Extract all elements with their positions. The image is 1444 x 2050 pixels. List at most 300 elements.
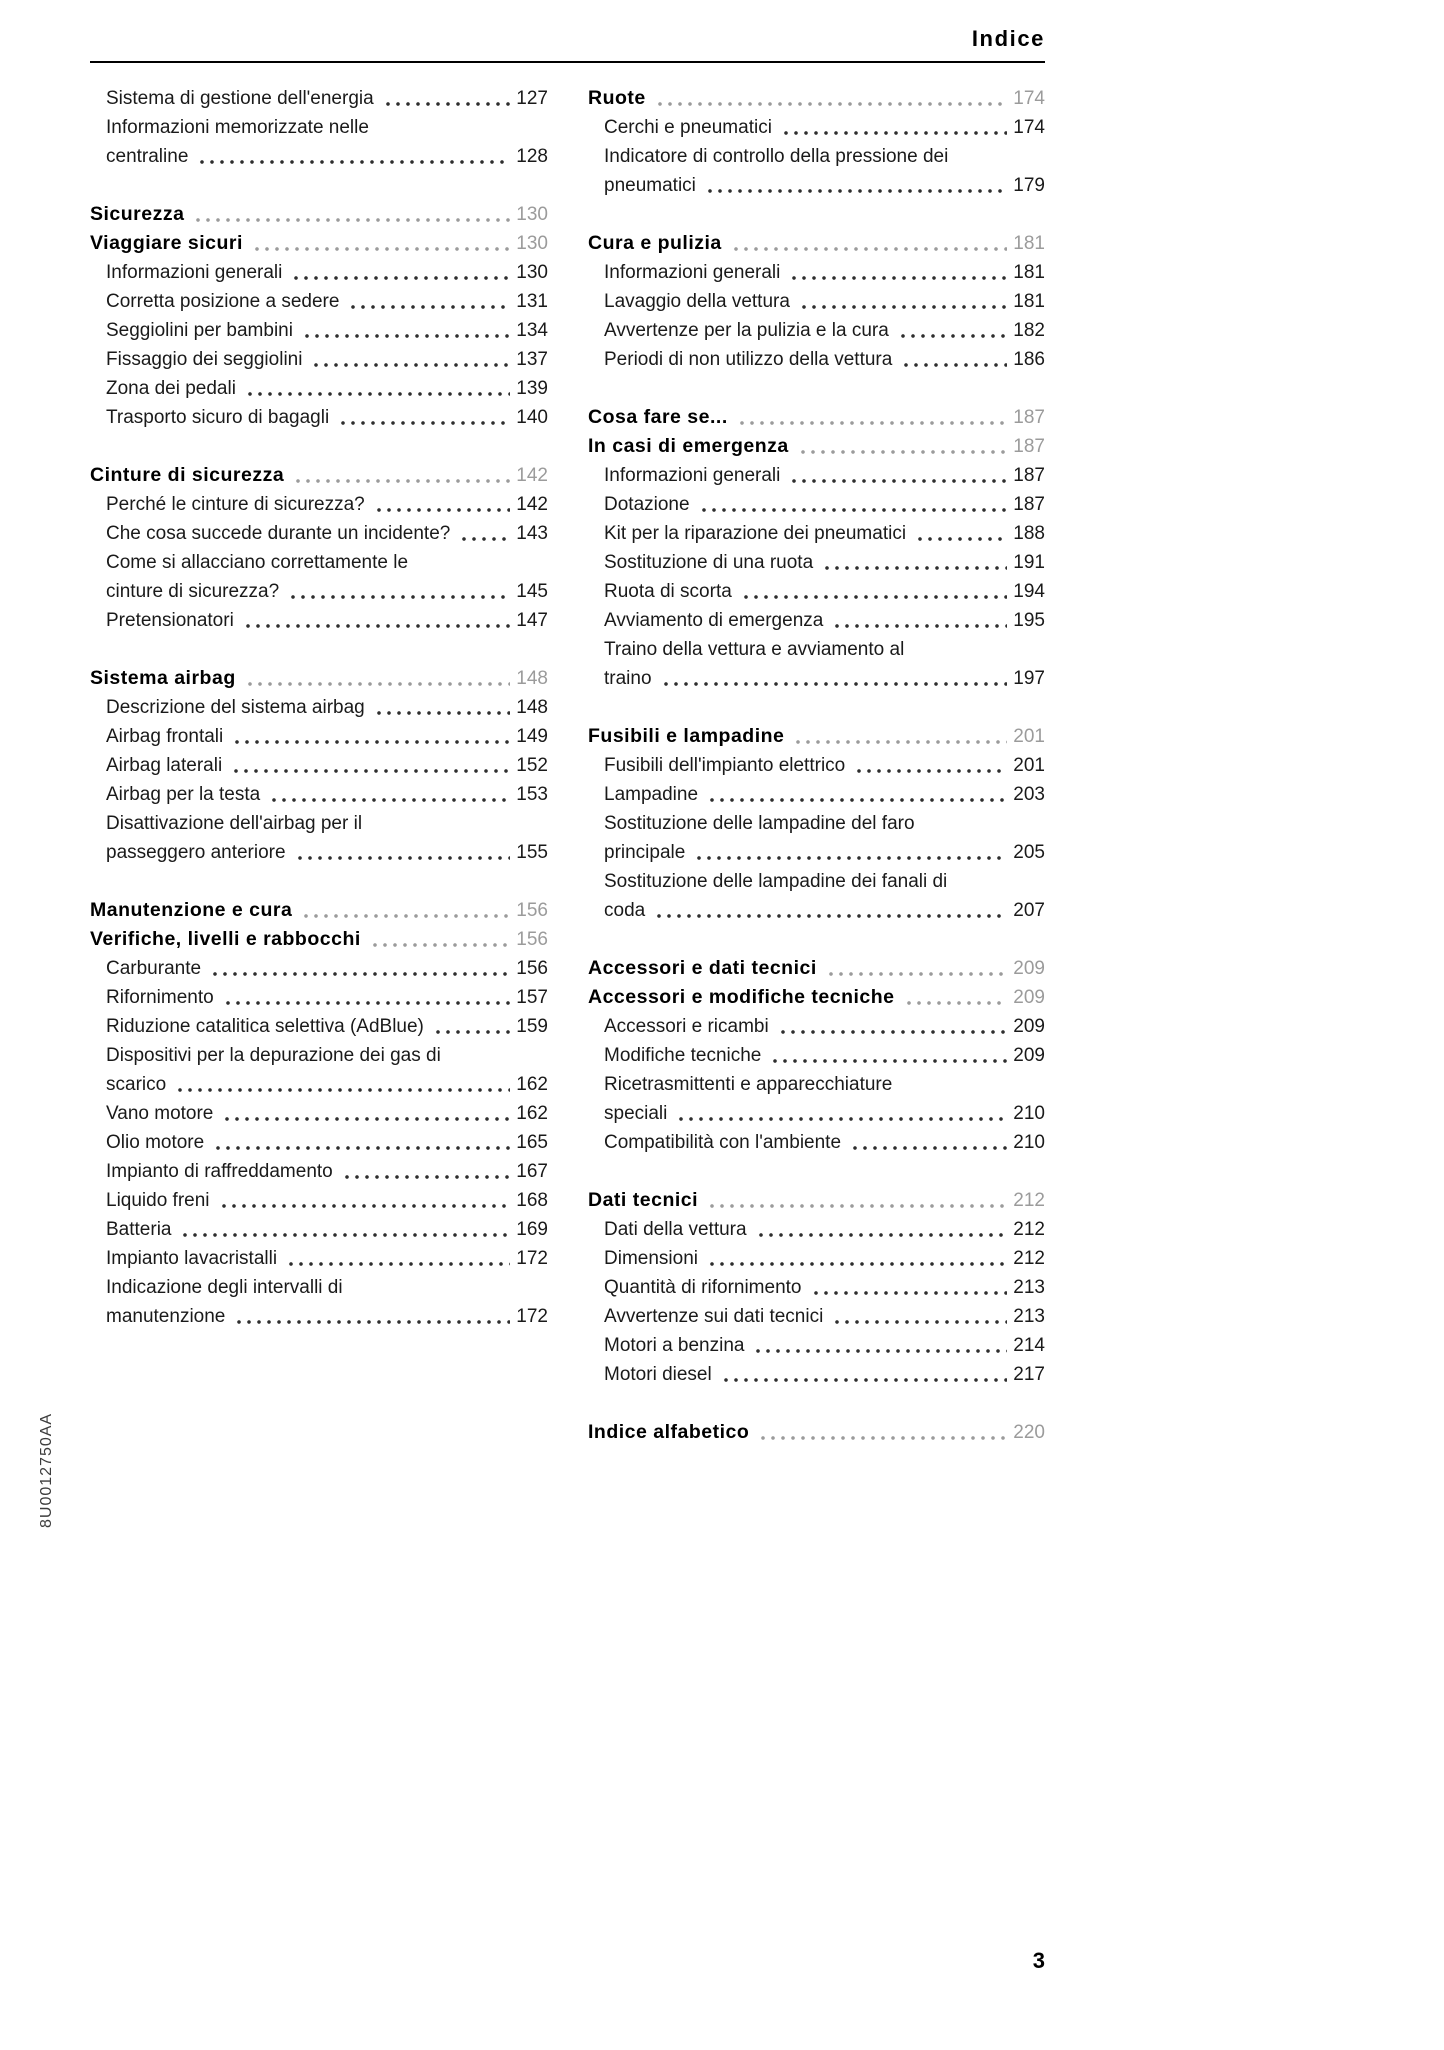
toc-item-entry (588, 1244, 1045, 1273)
toc-page-number: 148 (516, 697, 548, 718)
toc-page-number: 209 (1013, 1016, 1045, 1037)
toc-page-number: 153 (516, 784, 548, 805)
toc-page-number: 210 (1013, 1132, 1045, 1153)
toc-page-number: 212 (1013, 1190, 1045, 1211)
toc-chapter-entry (588, 84, 1045, 113)
toc-leader-dots (220, 1099, 510, 1128)
toc-page-number: 130 (516, 262, 548, 283)
toc-page-number: 142 (516, 465, 548, 486)
toc-item-entry (90, 403, 548, 432)
toc-columns (90, 84, 1045, 1447)
toc-chapter-entry (588, 432, 1045, 461)
toc-leader-dots (300, 316, 510, 345)
toc-page-number: 168 (516, 1190, 548, 1211)
toc-leader-dots (787, 258, 1007, 287)
toc-entry-label: Accessori e dati tecnici (588, 957, 817, 979)
toc-entry-label: Sostituzione delle lampadine del faro (604, 813, 915, 834)
toc-item-entry (588, 838, 1045, 867)
toc-item-entry (90, 838, 548, 867)
toc-leader-dots (211, 1128, 510, 1157)
toc-entry-label: Perché le cinture di sicurezza? (106, 494, 365, 515)
toc-item-entry (90, 113, 548, 142)
toc-entry-label: Cosa fare se... (588, 406, 728, 428)
toc-item-entry (588, 490, 1045, 519)
toc-entry-label: pneumatici (604, 175, 696, 196)
toc-leader-dots (756, 1418, 1007, 1447)
toc-leader-dots (796, 432, 1007, 461)
toc-page-number: 157 (516, 987, 548, 1008)
toc-leader-dots (229, 751, 510, 780)
toc-leader-dots (230, 722, 510, 751)
toc-leader-dots (309, 345, 510, 374)
toc-leader-dots (241, 606, 510, 635)
toc-page-number: 143 (516, 523, 548, 544)
toc-item-entry (90, 606, 548, 635)
toc-leader-dots (173, 1070, 510, 1099)
toc-item-entry (588, 345, 1045, 374)
toc-entry-label: Sistema airbag (90, 667, 236, 689)
toc-page-number: 197 (1013, 668, 1045, 689)
toc-entry-label: Impianto di raffreddamento (106, 1161, 333, 1182)
document-code: 8U0012750AA (38, 1412, 55, 1528)
toc-entry-label: Informazioni generali (106, 262, 283, 283)
toc-page-number: 212 (1013, 1219, 1045, 1240)
toc-entry-label: Avviamento di emergenza (604, 610, 824, 631)
toc-page-number: 130 (516, 204, 548, 225)
toc-entry-label: Lavaggio della vettura (604, 291, 790, 312)
toc-entry-label: In casi di emergenza (588, 435, 789, 457)
toc-leader-dots (293, 838, 510, 867)
toc-entry-label: Fusibili e lampadine (588, 725, 785, 747)
page-title: Indice (971, 26, 1045, 51)
toc-chapter-entry (90, 461, 548, 490)
toc-gap (90, 432, 548, 461)
toc-leader-dots (221, 983, 510, 1012)
toc-leader-dots (286, 577, 510, 606)
toc-leader-dots (705, 1186, 1007, 1215)
toc-item-entry (90, 258, 548, 287)
toc-entry-label: Come si allacciano correttamente le (106, 552, 409, 573)
toc-page-number: 174 (1013, 117, 1045, 138)
toc-leader-dots (372, 490, 510, 519)
page-number: 3 (1032, 1948, 1045, 1973)
toc-page-number: 139 (516, 378, 548, 399)
toc-item-entry (588, 809, 1045, 838)
toc-entry-label: Riduzione catalitica selettiva (AdBlue) (106, 1016, 424, 1037)
toc-entry-label: Corretta posizione a sedere (106, 291, 340, 312)
toc-entry-label: Olio motore (106, 1132, 205, 1153)
toc-page-number: 195 (1013, 610, 1045, 631)
toc-entry-label: Rifornimento (106, 987, 214, 1008)
toc-leader-dots (284, 1244, 510, 1273)
toc-leader-dots (852, 751, 1007, 780)
toc-leader-dots (751, 1331, 1007, 1360)
toc-entry-label: Che cosa succede durante un incidente? (106, 523, 451, 544)
header-rule (90, 61, 1045, 63)
toc-page-number: 159 (516, 1016, 548, 1037)
toc-page-number: 145 (516, 581, 548, 602)
toc-page-number: 187 (1013, 494, 1045, 515)
toc-page-number: 217 (1013, 1364, 1045, 1385)
toc-item-entry (90, 751, 548, 780)
toc-item-entry (90, 1244, 548, 1273)
toc-leader-dots (768, 1041, 1007, 1070)
toc-leader-dots (899, 345, 1007, 374)
toc-gap (588, 374, 1045, 403)
toc-column-right (588, 84, 1045, 1447)
toc-item-entry (90, 316, 548, 345)
toc-chapter-entry (90, 896, 548, 925)
toc-leader-dots (368, 925, 510, 954)
toc-item-entry (588, 1331, 1045, 1360)
toc-item-entry (90, 548, 548, 577)
toc-page-number: 131 (516, 291, 548, 312)
toc-entry-label: Ruota di scorta (604, 581, 732, 602)
toc-gap (588, 925, 1045, 954)
toc-page-number: 213 (1013, 1306, 1045, 1327)
toc-page-number: 187 (1013, 436, 1045, 457)
toc-entry-label: Viaggiare sicuri (90, 232, 243, 254)
toc-entry-label: Quantità di rifornimento (604, 1277, 802, 1298)
toc-leader-dots (791, 722, 1007, 751)
toc-item-entry (90, 780, 548, 809)
toc-leader-dots (896, 316, 1007, 345)
toc-leader-dots (754, 1215, 1007, 1244)
toc-item-entry (90, 1302, 548, 1331)
toc-entry-label: Traino della vettura e avviamento al (604, 639, 905, 660)
toc-item-entry (90, 1099, 548, 1128)
toc-item-entry (90, 490, 548, 519)
toc-page-number: 172 (516, 1306, 548, 1327)
toc-item-entry (588, 577, 1045, 606)
toc-item-entry (588, 1070, 1045, 1099)
toc-item-entry (90, 142, 548, 171)
toc-entry-label: Fusibili dell'impianto elettrico (604, 755, 846, 776)
toc-entry-label: Indicazione degli intervalli di (106, 1277, 343, 1298)
toc-entry-label: Dotazione (604, 494, 690, 515)
toc-leader-dots (232, 1302, 510, 1331)
toc-item-entry (588, 606, 1045, 635)
toc-entry-label: Accessori e ricambi (604, 1016, 769, 1037)
toc-item-entry (588, 780, 1045, 809)
toc-chapter-entry (90, 664, 548, 693)
toc-page-number: 148 (516, 668, 548, 689)
toc-item-entry (588, 258, 1045, 287)
toc-entry-label: centraline (106, 146, 189, 167)
toc-item-entry (90, 954, 548, 983)
toc-page-number: 127 (516, 88, 548, 109)
toc-chapter-entry (588, 1418, 1045, 1447)
toc-entry-label: Lampadine (604, 784, 699, 805)
toc-leader-dots (340, 1157, 510, 1186)
toc-item-entry (588, 113, 1045, 142)
toc-item-entry (588, 461, 1045, 490)
toc-page-number: 142 (516, 494, 548, 515)
toc-entry-label: Informazioni memorizzate nelle (106, 117, 369, 138)
toc-entry-label: Dati tecnici (588, 1189, 699, 1211)
toc-entry-label: Trasporto sicuro di bagagli (106, 407, 330, 428)
toc-page-number: 210 (1013, 1103, 1045, 1124)
toc-page-number: 181 (1013, 233, 1045, 254)
toc-entry-label: scarico (106, 1074, 167, 1095)
toc-leader-dots (719, 1360, 1007, 1389)
toc-page-number: 203 (1013, 784, 1045, 805)
toc-leader-dots (824, 954, 1007, 983)
toc-entry-label: speciali (604, 1103, 668, 1124)
toc-entry-label: Avvertenze sui dati tecnici (604, 1306, 824, 1327)
toc-item-entry (90, 693, 548, 722)
toc-leader-dots (652, 896, 1007, 925)
toc-page-number: 130 (516, 233, 548, 254)
toc-gap (90, 171, 548, 200)
toc-item-entry (90, 1070, 548, 1099)
toc-page-number: 156 (516, 929, 548, 950)
toc-page-number: 187 (1013, 407, 1045, 428)
toc-item-entry (90, 722, 548, 751)
toc-leader-dots (913, 519, 1007, 548)
toc-item-entry (90, 983, 548, 1012)
toc-leader-dots (178, 1215, 510, 1244)
toc-item-entry (90, 1273, 548, 1302)
toc-page-number: 155 (516, 842, 548, 863)
toc-chapter-entry (90, 925, 548, 954)
toc-entry-label: Kit per la riparazione dei pneumatici (604, 523, 907, 544)
toc-leader-dots (291, 461, 510, 490)
toc-item-entry (90, 809, 548, 838)
toc-gap (90, 635, 548, 664)
toc-entry-label: Disattivazione dell'airbag per il (106, 813, 363, 834)
toc-page-number: 201 (1013, 755, 1045, 776)
toc-item-entry (588, 1012, 1045, 1041)
toc-leader-dots (739, 577, 1007, 606)
toc-page-number: 205 (1013, 842, 1045, 863)
toc-leader-dots (243, 374, 510, 403)
toc-page-number: 194 (1013, 581, 1045, 602)
toc-page-number: 209 (1013, 1045, 1045, 1066)
toc-leader-dots (457, 519, 510, 548)
toc-entry-label: Zona dei pedali (106, 378, 236, 399)
toc-item-entry (90, 1157, 548, 1186)
toc-leader-dots (705, 780, 1007, 809)
toc-page-number: 179 (1013, 175, 1045, 196)
toc-entry-label: Periodi di non utilizzo della vettura (604, 349, 893, 370)
toc-entry-label: cinture di sicurezza? (106, 581, 280, 602)
toc-entry-label: Accessori e modifiche tecniche (588, 986, 895, 1008)
toc-page-number: 181 (1013, 262, 1045, 283)
toc-chapter-entry (588, 403, 1045, 432)
toc-leader-dots (195, 142, 510, 171)
toc-leader-dots (776, 1012, 1007, 1041)
toc-leader-dots (208, 954, 510, 983)
toc-item-entry (588, 867, 1045, 896)
toc-item-entry (90, 84, 548, 113)
toc-page-number: 152 (516, 755, 548, 776)
toc-page-number: 209 (1013, 958, 1045, 979)
toc-leader-dots (735, 403, 1007, 432)
toc-item-entry (90, 1012, 548, 1041)
toc-entry-label: Indicatore di controllo della pressione dei (604, 146, 949, 167)
toc-leader-dots (346, 287, 510, 316)
toc-chapter-entry (588, 229, 1045, 258)
toc-entry-label: Liquido freni (106, 1190, 210, 1211)
toc-page-number: 186 (1013, 349, 1045, 370)
toc-item-entry (588, 548, 1045, 577)
toc-leader-dots (243, 664, 510, 693)
toc-leader-dots (797, 287, 1007, 316)
toc-item-entry (588, 287, 1045, 316)
toc-leader-dots (659, 664, 1007, 693)
toc-leader-dots (830, 606, 1007, 635)
toc-page-number: 182 (1013, 320, 1045, 341)
toc-entry-label: Batteria (106, 1219, 172, 1240)
toc-entry-label: Avvertenze per la pulizia e la cura (604, 320, 889, 341)
toc-entry-label: Sostituzione delle lampadine dei fanali di (604, 871, 948, 892)
toc-item-entry (588, 316, 1045, 345)
toc-chapter-entry (588, 722, 1045, 751)
toc-page-number: 156 (516, 958, 548, 979)
toc-entry-label: Descrizione del sistema airbag (106, 697, 365, 718)
toc-leader-dots (381, 84, 510, 113)
toc-item-entry (588, 1302, 1045, 1331)
toc-entry-label: Informazioni generali (604, 465, 781, 486)
toc-item-entry (588, 1273, 1045, 1302)
toc-item-entry (90, 1128, 548, 1157)
toc-page-number: 140 (516, 407, 548, 428)
toc-entry-label: Modifiche tecniche (604, 1045, 762, 1066)
toc-page-number: 201 (1013, 726, 1045, 747)
toc-entry-label: Cura e pulizia (588, 232, 722, 254)
toc-leader-dots (191, 200, 510, 229)
toc-leader-dots (787, 461, 1007, 490)
toc-leader-dots (729, 229, 1007, 258)
toc-entry-label: Airbag laterali (106, 755, 223, 776)
toc-leader-dots (372, 693, 510, 722)
toc-page-number: 209 (1013, 987, 1045, 1008)
toc-leader-dots (336, 403, 510, 432)
toc-entry-label: Informazioni generali (604, 262, 781, 283)
toc-gap (588, 693, 1045, 722)
toc-chapter-entry (90, 200, 548, 229)
toc-leader-dots (779, 113, 1007, 142)
toc-item-entry (588, 519, 1045, 548)
toc-entry-label: Sicurezza (90, 203, 185, 225)
toc-chapter-entry (588, 954, 1045, 983)
toc-page-number: 162 (516, 1074, 548, 1095)
toc-entry-label: Sostituzione di una ruota (604, 552, 814, 573)
toc-entry-label: Airbag per la testa (106, 784, 261, 805)
toc-entry-label: Motori a benzina (604, 1335, 745, 1356)
toc-leader-dots (431, 1012, 510, 1041)
toc-item-entry (588, 751, 1045, 780)
toc-entry-label: Pretensionatori (106, 610, 234, 631)
toc-entry-label: Sistema di gestione dell'energia (106, 88, 374, 109)
toc-leader-dots (250, 229, 510, 258)
toc-leader-dots (697, 490, 1007, 519)
toc-page-number: 128 (516, 146, 548, 167)
toc-entry-label: coda (604, 900, 646, 921)
toc-leader-dots (703, 171, 1007, 200)
toc-page-number: 147 (516, 610, 548, 631)
toc-gap (588, 1157, 1045, 1186)
toc-page-number: 220 (1013, 1422, 1045, 1443)
toc-leader-dots (809, 1273, 1008, 1302)
toc-entry-label: Vano motore (106, 1103, 214, 1124)
toc-leader-dots (830, 1302, 1007, 1331)
toc-item-entry (90, 1186, 548, 1215)
toc-entry-label: Indice alfabetico (588, 1421, 750, 1443)
toc-entry-label: Impianto lavacristalli (106, 1248, 278, 1269)
toc-page-number: 137 (516, 349, 548, 370)
toc-page-number: 212 (1013, 1248, 1045, 1269)
toc-item-entry (588, 171, 1045, 200)
toc-item-entry (588, 664, 1045, 693)
toc-page-number: 165 (516, 1132, 548, 1153)
toc-entry-label: Compatibilità con l'ambiente (604, 1132, 842, 1153)
toc-chapter-entry (588, 983, 1045, 1012)
toc-leader-dots (848, 1128, 1007, 1157)
toc-chapter-entry (90, 229, 548, 258)
toc-page-number: 187 (1013, 465, 1045, 486)
toc-entry-label: Cerchi e pneumatici (604, 117, 772, 138)
toc-page-number: 149 (516, 726, 548, 747)
toc-entry-label: traino (604, 668, 652, 689)
toc-leader-dots (217, 1186, 510, 1215)
toc-entry-label: Dati della vettura (604, 1219, 747, 1240)
toc-entry-label: Seggiolini per bambini (106, 320, 293, 341)
toc-page-number: 162 (516, 1103, 548, 1124)
toc-gap (588, 200, 1045, 229)
toc-entry-label: passeggero anteriore (106, 842, 286, 863)
toc-gap (588, 1389, 1045, 1418)
toc-entry-label: Ruote (588, 87, 646, 109)
toc-entry-label: Airbag frontali (106, 726, 224, 747)
toc-leader-dots (902, 983, 1007, 1012)
toc-page-number: 174 (1013, 88, 1045, 109)
toc-item-entry (90, 374, 548, 403)
toc-entry-label: Manutenzione e cura (90, 899, 293, 921)
toc-item-entry (90, 1215, 548, 1244)
toc-page-number: 134 (516, 320, 548, 341)
toc-entry-label: Cinture di sicurezza (90, 464, 285, 486)
toc-item-entry (90, 577, 548, 606)
toc-entry-label: Carburante (106, 958, 202, 979)
toc-leader-dots (820, 548, 1007, 577)
toc-item-entry (90, 1041, 548, 1070)
toc-page-number: 191 (1013, 552, 1045, 573)
toc-page-number: 167 (516, 1161, 548, 1182)
toc-page-number: 188 (1013, 523, 1045, 544)
toc-page-number: 213 (1013, 1277, 1045, 1298)
toc-entry-label: Motori diesel (604, 1364, 712, 1385)
toc-page-number: 156 (516, 900, 548, 921)
toc-item-entry (90, 345, 548, 374)
toc-item-entry (588, 1215, 1045, 1244)
toc-item-entry (90, 519, 548, 548)
toc-entry-label: Verifiche, livelli e rabbocchi (90, 928, 361, 950)
toc-entry-label: principale (604, 842, 686, 863)
toc-chapter-entry (588, 1186, 1045, 1215)
toc-item-entry (588, 142, 1045, 171)
toc-item-entry (588, 896, 1045, 925)
toc-item-entry (588, 1099, 1045, 1128)
toc-item-entry (588, 1041, 1045, 1070)
toc-column-left (90, 84, 548, 1447)
toc-page-number: 181 (1013, 291, 1045, 312)
toc-entry-label: Dispositivi per la depurazione dei gas di (106, 1045, 441, 1066)
toc-leader-dots (692, 838, 1007, 867)
toc-leader-dots (267, 780, 510, 809)
toc-item-entry (588, 1128, 1045, 1157)
